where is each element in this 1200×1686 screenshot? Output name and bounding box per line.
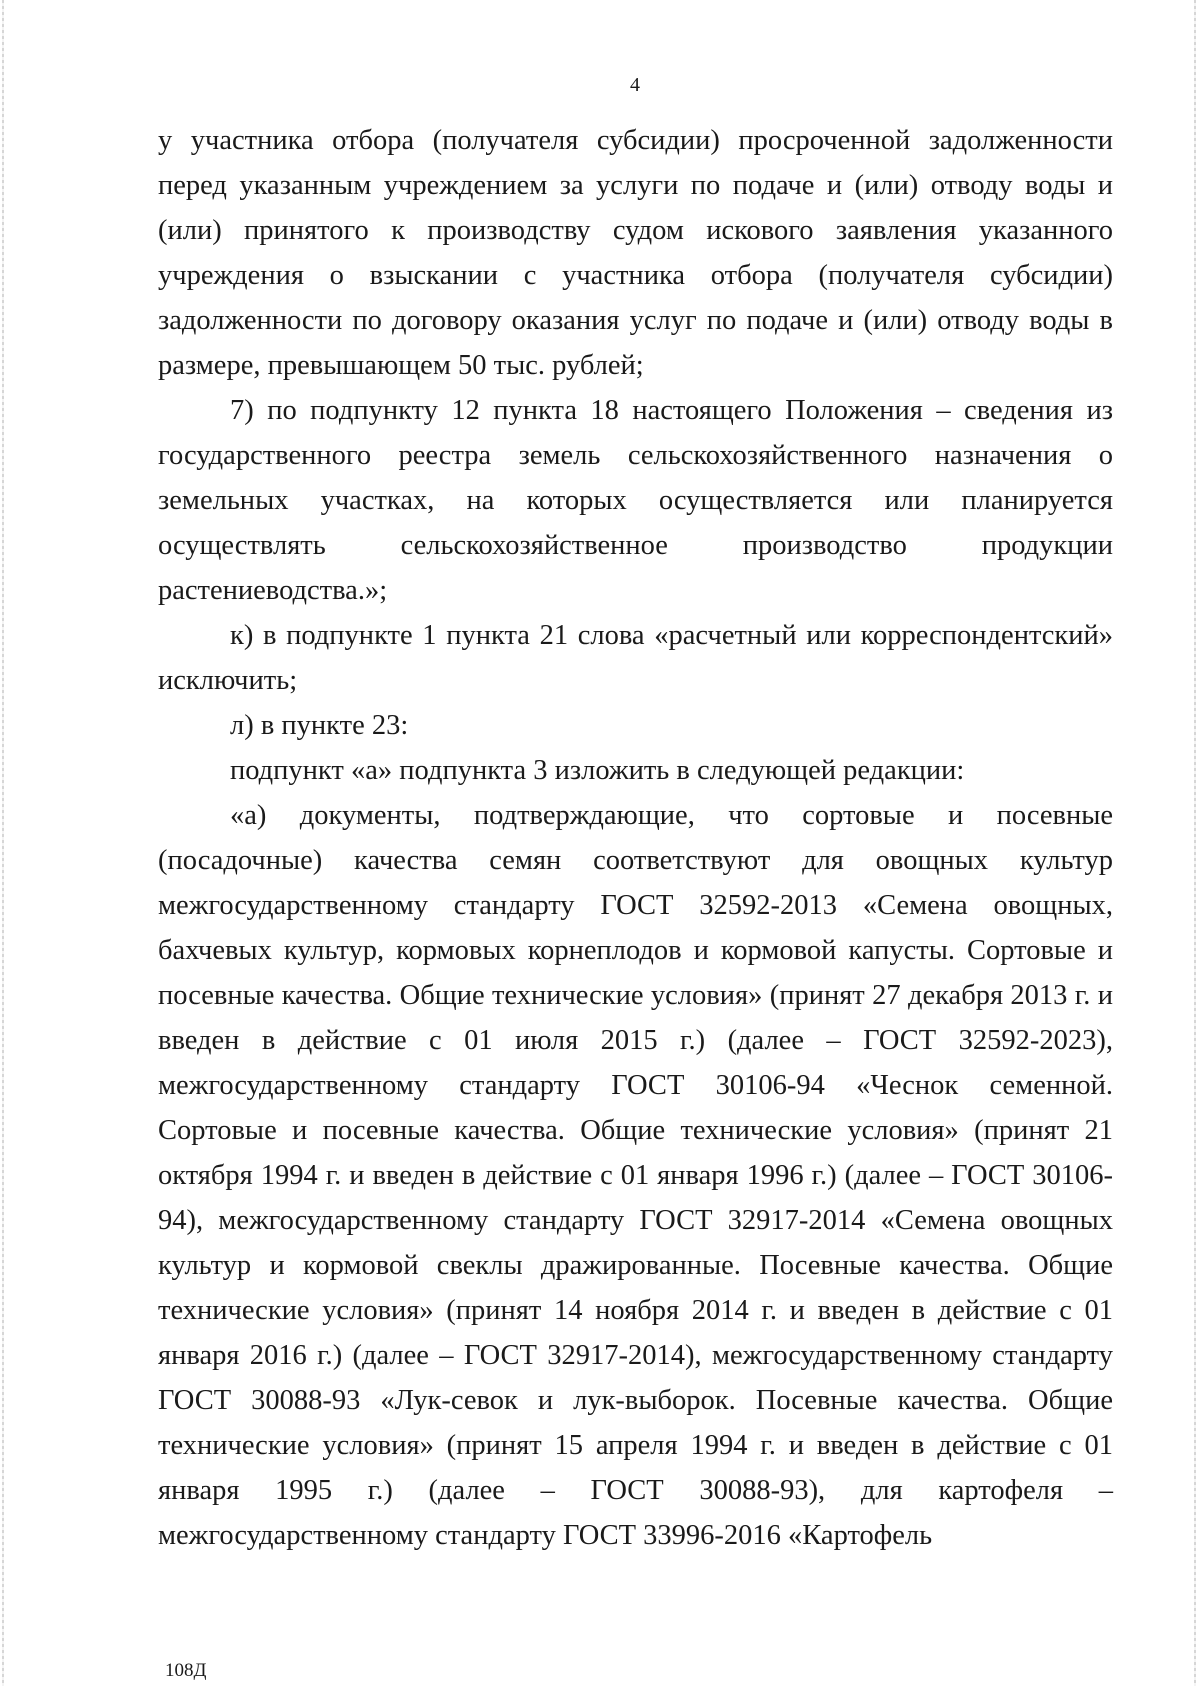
paragraph-continuation: у участника отбора (получателя субсидии) просроченной задолженности перед указанным учреждением за услуги по подаче и (или) отводу воды и (или) принятого к производству судом искового заявления указанного учреждения о взыскании с участника отбора (получателя субсидии) задолженности по договору оказания услуг по подаче и (или) отводу воды в размере, превышающем 50 тыс. рублей; — [158, 125, 1113, 381]
paragraph-subitem-intro: подпункт «а» подпункта 3 изложить в следующей редакции: — [230, 755, 965, 786]
scan-edge-right — [1194, 0, 1196, 1686]
document-body — [158, 118, 1113, 1558]
paragraph-item-l: л) в пункте 23: — [230, 710, 409, 741]
paragraph-item-7: 7) по подпункту 12 пункта 18 настоящего Положения – сведения из государственного реестра земель сельскохозяйственного назначения о земельных участках, на которых осуществляется или планируется осуществлять сельскохозяйственное производство продукции растениеводства.»; — [158, 395, 1113, 606]
paragraph-item-k: к) в подпункте 1 пункта 21 слова «расчетный или корреспондентский» исключить; — [158, 620, 1113, 696]
paragraph-subitem-a: «а) документы, подтверждающие, что сортовые и посевные (посадочные) качества семян соответствуют для овощных культур межгосударственному стандарту ГОСТ 32592-2013 «Семена овощных, бахчевых культур, кормовых корнеплодов и кормовой капусты. Сортовые и посевные качества. Общие технические условия» (принят 27 декабря 2013 г. и введен в действие с 01 июля 2015 г.) (далее – ГОСТ 32592-2023), межгосударственному стандарту ГОСТ 30106-94 «Чеснок семенной. Сортовые и посевные качества. Общие технические условия» (принят 21 октября 1994 г. и введен в действие с 01 января 1996 г.) (далее – ГОСТ 30106-94), межгосударственному стандарту ГОСТ 32917-2014 «Семена овощных культур и кормовой свеклы дражированные. Посевные качества. Общие технические условия» (принят 14 ноября 2014 г. и введен в действие с 01 января 2016 г.) (далее – ГОСТ 32917-2014), межгосударственному стандарту ГОСТ 30088-93 «Лук-севок и лук-выборок. Посевные качества. Общие технические условия» (принят 15 апреля 1994 г. и введен в действие с 01 января 1995 г.) (далее – ГОСТ 30088-93), для картофеля – межгосударственному стандарту ГОСТ 33996-2016 «Картофель — [158, 800, 1113, 1551]
document-code: 108Д — [165, 1660, 207, 1681]
scan-edge-left — [2, 0, 4, 1686]
page-number: 4 — [630, 74, 640, 96]
